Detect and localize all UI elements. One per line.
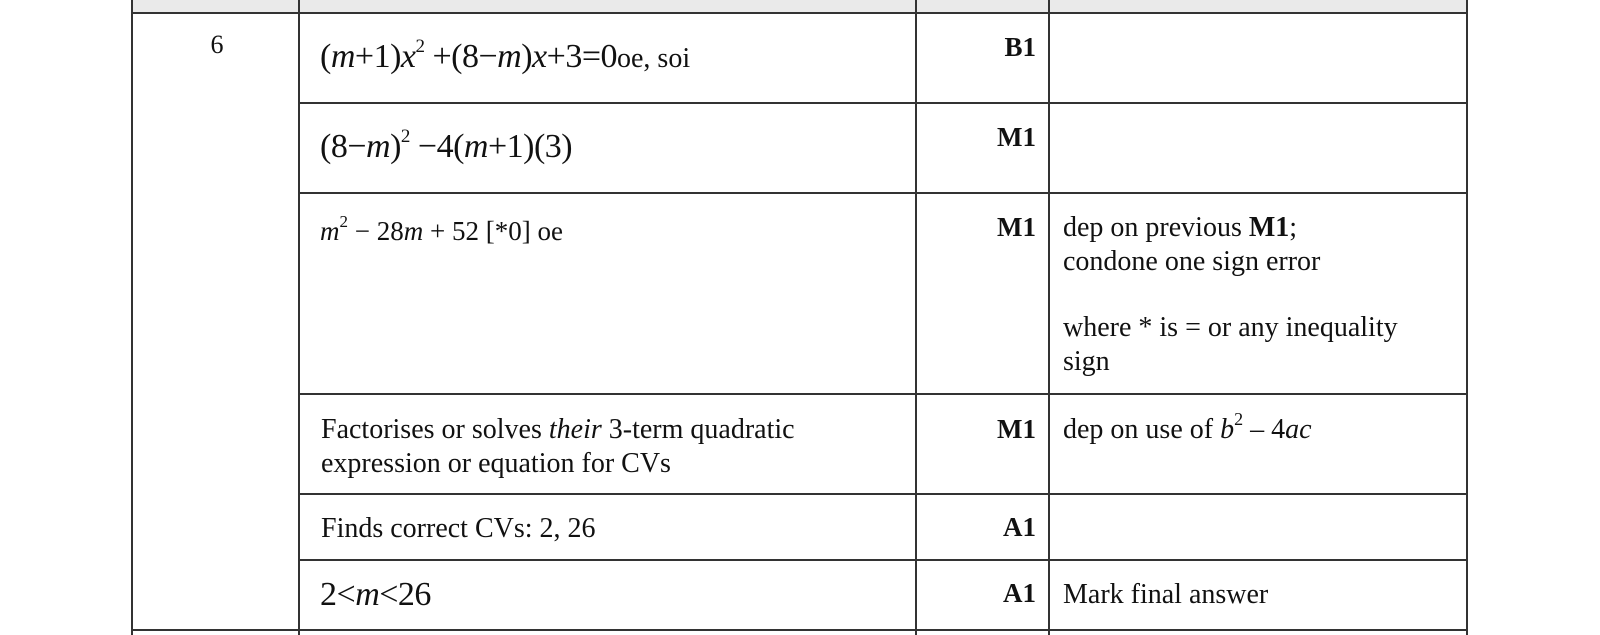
- row-divider-5: [298, 559, 1468, 561]
- row-divider-top: [131, 12, 1468, 14]
- row-divider-4: [298, 493, 1468, 495]
- row-divider-1: [298, 102, 1468, 104]
- answer-row-3: $m^2 - 28m + 52$ [*0] oe: [320, 212, 563, 246]
- answer-row-6: 2<m<26: [320, 576, 431, 613]
- answer-row-5: Finds correct CVs: 2, 26: [321, 513, 596, 544]
- mark-row-3: M1: [997, 212, 1036, 242]
- guidance-row-3: dep on previous M1; condone one sign error where * is = or any inequality sign: [1063, 212, 1398, 377]
- mark-row-5: A1: [1003, 512, 1036, 542]
- answer-row-1: $(m+1)x^2 +(8-m)x+3=0oe$, soi: [320, 36, 691, 75]
- mark-row-6: A1: [1003, 578, 1036, 608]
- guidance-row-4: dep on use of $b^2 - 4ac$: [1063, 409, 1312, 445]
- row-divider-bottom: [131, 629, 1468, 631]
- column-divider-question: [298, 0, 300, 635]
- mark-row-1: B1: [1004, 32, 1036, 62]
- mark-row-2: M1: [997, 122, 1036, 152]
- answer-row-2: $(8-m)^2 -4(m+1)(3)$: [320, 126, 573, 165]
- row-divider-2: [298, 192, 1468, 194]
- answer-row-4: Factorises or solves their 3-term quadratic expression or equation for CVs: [321, 414, 795, 479]
- column-divider-marks: [1048, 0, 1050, 635]
- question-number: 6: [210, 30, 224, 59]
- table-border-left: [131, 0, 133, 635]
- row-divider-3: [298, 393, 1468, 395]
- guidance-row-6: Mark final answer: [1063, 579, 1269, 610]
- table-border-right: [1466, 0, 1468, 635]
- mark-row-4: M1: [997, 414, 1036, 444]
